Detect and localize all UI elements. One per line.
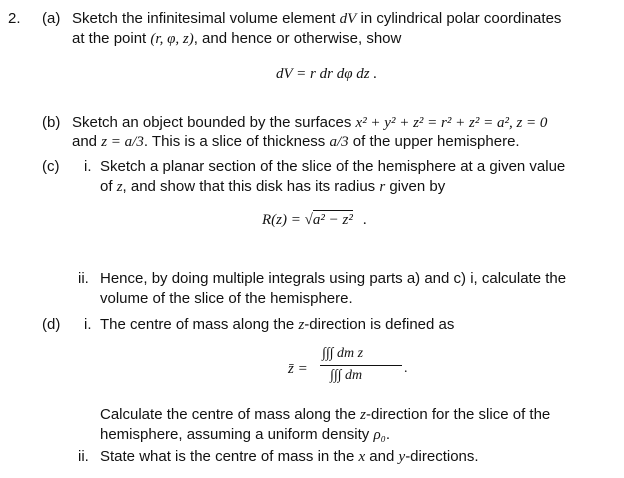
part-d-ii-label: ii. — [78, 448, 89, 465]
part-c-i-line1: Sketch a planar section of the slice of the hemisphere at a given value — [100, 158, 566, 175]
math-r: r — [379, 179, 386, 195]
part-b-line2 — [72, 133, 520, 151]
com-lhs: z̄ = — [288, 361, 308, 377]
part-b-label: (b) — [42, 114, 61, 131]
part-a-label: (a) — [42, 10, 61, 27]
part-c-ii-line1: Hence, by doing multiple integrals using parts a) and c) i, calculate the — [100, 270, 567, 287]
part-b-text: of the upper hemisphere. — [348, 133, 520, 150]
part-d-text: hemisphere, assuming a uniform density — [100, 426, 374, 443]
com-numerator: ∫∫∫ dm z — [322, 346, 364, 361]
part-a-text: , and hence or otherwise, show — [193, 30, 402, 47]
part-a-text: at the point — [72, 30, 151, 47]
part-d-text: -directions. — [405, 448, 479, 465]
part-d-text: . — [385, 426, 391, 443]
part-a-text: Sketch the infinitesimal volume element — [72, 10, 340, 27]
part-d-label: (d) — [42, 316, 61, 333]
part-c-text: given by — [385, 178, 446, 195]
equation-radius — [262, 212, 367, 229]
part-b-text: Sketch an object bounded by the surfaces — [72, 114, 356, 131]
part-c-ii-label: ii. — [78, 270, 89, 287]
part-d-i-label: i. — [84, 316, 92, 333]
part-d-calc-line2 — [100, 426, 390, 444]
math-point: (r, φ, z) — [150, 31, 194, 47]
part-b-text: . This is a slice of thickness — [143, 133, 330, 150]
part-c-label: (c) — [42, 158, 60, 175]
question-number: 2. — [8, 10, 21, 27]
math-z: z — [360, 407, 366, 423]
com-denominator: ∫∫∫ dm — [330, 368, 363, 383]
math-z: z — [298, 317, 305, 333]
radius-end: . — [362, 212, 367, 228]
math-thickness: a/3 — [329, 134, 349, 150]
math-surfaces: x² + y² + z² = r² + z² = a², z = 0 — [355, 115, 548, 131]
part-a-line1 — [72, 10, 561, 28]
part-a-text: in cylindrical polar coordinates — [356, 10, 562, 27]
math-x: x — [358, 449, 366, 465]
math-rho0: ρ₀ — [373, 427, 386, 443]
part-b-text: and — [72, 133, 102, 150]
radius-lhs: R(z) = — [262, 212, 305, 228]
part-d-text: -direction for the slice of the — [366, 406, 551, 423]
part-d-calc-line1 — [100, 406, 550, 424]
radius-radicand: a² − z² — [312, 212, 353, 228]
part-d-text: The centre of mass along the — [100, 316, 299, 333]
math-dV: dV — [339, 11, 357, 27]
math-y: y — [398, 449, 406, 465]
com-end: . — [404, 361, 408, 376]
math-z-plane: z = a/3 — [101, 134, 144, 150]
equation-volume-element: dV = r dr dφ dz . — [276, 66, 378, 82]
part-c-text: , and show that this disk has its radius — [122, 178, 380, 195]
part-c-ii-line2: volume of the slice of the hemisphere. — [100, 290, 353, 307]
part-b-line1 — [72, 114, 547, 132]
fraction-bar — [320, 365, 402, 366]
part-d-text: and — [365, 448, 399, 465]
part-d-text: -direction is defined as — [304, 316, 455, 333]
part-d-i-line1 — [100, 316, 454, 334]
part-d-ii-line — [100, 448, 479, 466]
sqrt-icon: √ — [304, 212, 313, 228]
part-c-i-label: i. — [84, 158, 92, 175]
part-d-text: State what is the centre of mass in the — [100, 448, 359, 465]
part-c-i-line2 — [100, 178, 445, 196]
part-d-text: Calculate the centre of mass along the — [100, 406, 361, 423]
part-c-text: of — [100, 178, 117, 195]
part-a-line2 — [72, 30, 401, 48]
math-z: z — [116, 179, 123, 195]
